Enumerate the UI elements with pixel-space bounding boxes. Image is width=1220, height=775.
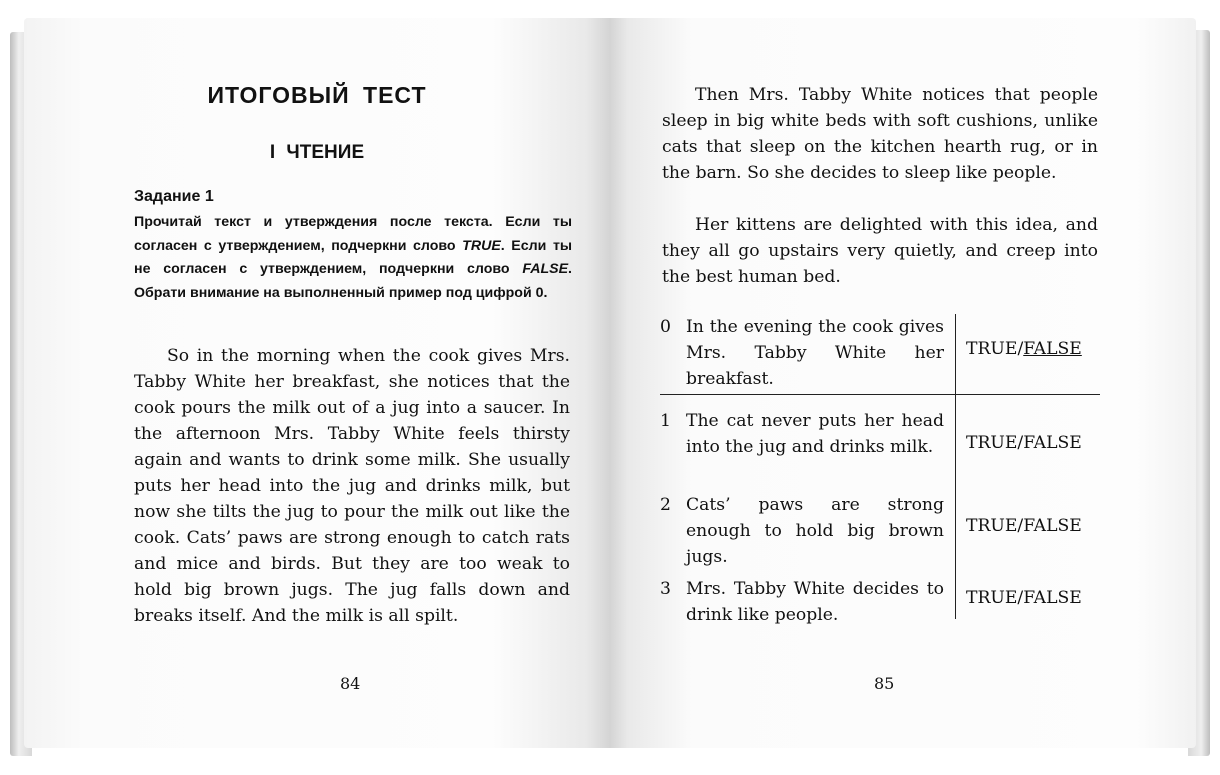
statement-number: 2 (660, 495, 671, 515)
statement-text: The cat never puts her head into the jug and drinks milk. (686, 411, 944, 457)
story-paragraph: Her kittens are delighted with this idea, and they all go upstairs very quietly, and creep into the best human bed. (662, 215, 1098, 287)
statement-text: Mrs. Tabby White decides to drink like people. (686, 579, 944, 625)
statement-number: 0 (660, 317, 671, 337)
word-false: FALSE (522, 261, 569, 277)
task-instruction: Прочитай текст и утверждения после текста. Если ты согласен с утверждением, подчеркни слово TRUE. Если ты не согласен с утверждением, подчеркни слово FALSE. Обрати внимание на выполненный пример под цифрой 0. (134, 214, 573, 301)
answer-false-underlined[interactable]: FALSE (1023, 339, 1082, 359)
statements-table (660, 314, 1100, 625)
statement-number: 3 (660, 579, 671, 599)
story-text: So in the morning when the cook gives Mrs. Tabby White her breakfast, she notices that the cook pours the milk out of a jug into a saucer. In the afternoon Mrs. Tabby White feels thirsty again and wants to drink some milk. She usually puts her head into the jug and drinks milk, but now she tilts the jug to pour the milk out like the cook. Cats’ paws are strong enough to catch rats and mice and birds. But they are too weak to hold big brown jugs. The jug falls down and breaks itself. And the milk is all spilt. (134, 346, 570, 626)
answer-options: TRUE/FALSE (966, 339, 1082, 359)
answer-options[interactable]: TRUE/FALSE (966, 588, 1082, 608)
answer-true[interactable]: TRUE (966, 339, 1018, 359)
answer-options[interactable]: TRUE/FALSE (966, 433, 1082, 453)
section-title: I ЧТЕНИЕ (269, 142, 365, 163)
page-number: 84 (340, 674, 361, 693)
answer-options[interactable]: TRUE/FALSE (966, 516, 1082, 536)
statement-text: Cats’ paws are strong enough to hold big brown jugs. (686, 495, 944, 567)
statement-number: 1 (660, 411, 671, 431)
left-page (24, 18, 610, 748)
task-heading: Задание 1 (134, 188, 214, 205)
story-paragraph: Then Mrs. Tabby White notices that people sleep in big white beds with soft cushions, unlike cats that sleep on the kitchen hearth rug, or in the barn. So she decides to sleep like people. (662, 85, 1098, 183)
open-book (10, 18, 1210, 758)
table-divider-horizontal (660, 394, 1100, 395)
page-title: ИТОГОВЫЙ ТЕСТ (207, 82, 427, 108)
table-divider-vertical (955, 314, 956, 619)
right-page (610, 18, 1196, 748)
page-number: 85 (874, 674, 895, 693)
statement-text: In the evening the cook gives Mrs. Tabby White her breakfast. (686, 317, 944, 389)
word-true: TRUE (462, 237, 501, 254)
